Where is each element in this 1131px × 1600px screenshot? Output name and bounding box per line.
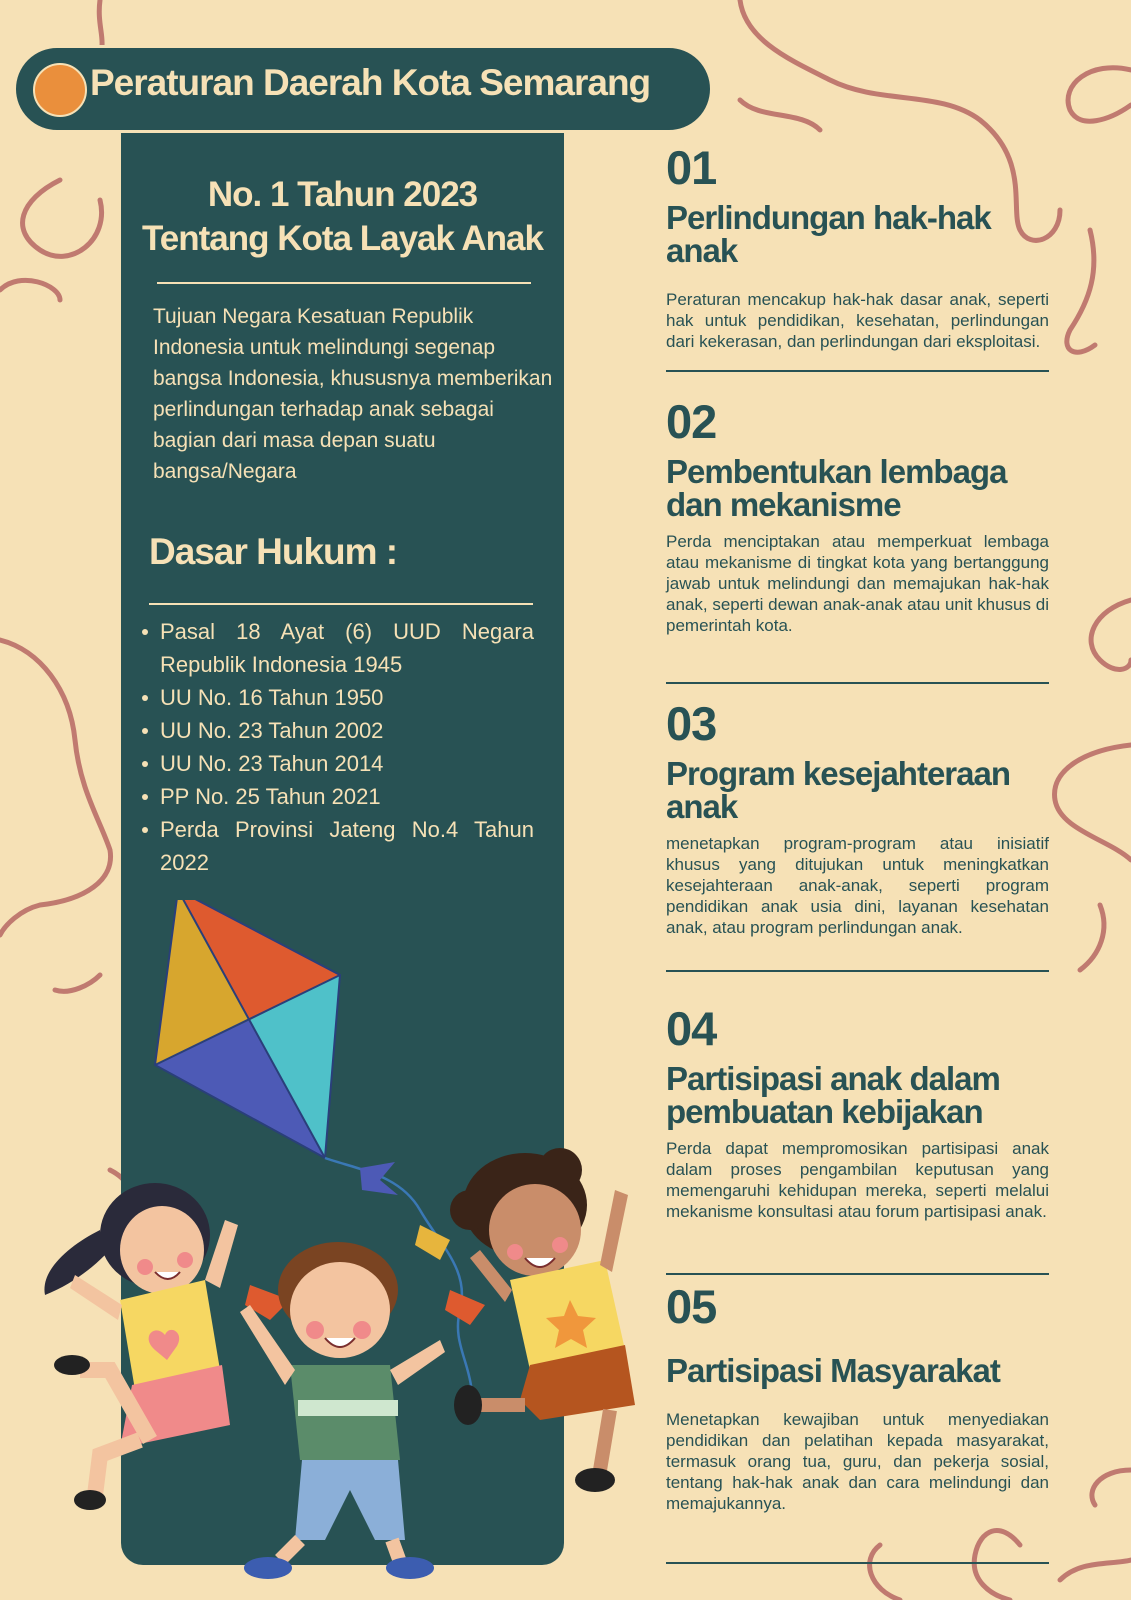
divider xyxy=(666,370,1049,372)
legal-basis-heading: Dasar Hukum : xyxy=(149,531,398,572)
item-number: 01 xyxy=(666,141,717,194)
legal-basis-list xyxy=(139,615,534,879)
item-02 xyxy=(666,397,1049,636)
intro-text: Tujuan Negara Kesatuan Republik Indonesia untuk melindungi segenap bangsa Indonesia, khususnya memberikan perlindungan terhadap anak sebagai bagian dari masa depan suatu bangsa/Negara xyxy=(153,305,553,483)
girl-figure xyxy=(44,1183,238,1510)
boy-figure xyxy=(240,1242,445,1579)
list-item: UU No. 23 Tahun 2002 xyxy=(139,714,534,747)
item-heading: Partisipasi Masyarakat xyxy=(666,1352,1000,1389)
page-title: Peraturan Daerah Kota Semarang xyxy=(90,62,651,103)
child-figure xyxy=(450,1148,635,1492)
orange-dot-icon xyxy=(33,63,87,117)
list-item: PP No. 25 Tahun 2021 xyxy=(139,780,534,813)
item-body: Menetapkan kewajiban untuk menyediakan pendidikan dan pelatihan kepada masyarakat, termasuk orang tua, guru, dan pekerja sosial, tentang hak-hak anak dan cara melindungi dan memajukannya. xyxy=(666,1410,1049,1513)
item-05 xyxy=(666,1282,1049,1514)
regulation-number: No. 1 Tahun 2023 xyxy=(207,175,478,214)
item-number: 03 xyxy=(666,697,717,750)
item-body: Peraturan mencakup hak-hak dasar anak, seperti hak untuk pendidikan, kesehatan, perlindungan dari kekerasan, dan perlindungan dari eksploitasi. xyxy=(666,290,1049,351)
divider xyxy=(666,970,1049,972)
item-number: 02 xyxy=(666,395,717,448)
item-04 xyxy=(666,1004,1049,1222)
item-heading: Perlindungan hak-hak anak xyxy=(666,199,991,269)
regulation-subject: Tentang Kota Layak Anak xyxy=(142,219,543,258)
item-number: 05 xyxy=(666,1280,717,1333)
children-kite-illustration xyxy=(0,900,640,1590)
item-heading: Partisipasi anak dalam pembuatan kebijakan xyxy=(666,1060,1000,1130)
item-heading: Pembentukan lembaga dan mekanisme xyxy=(666,453,1007,523)
divider xyxy=(666,682,1049,684)
item-01 xyxy=(666,143,1049,352)
item-heading: Program kesejahteraan anak xyxy=(666,755,1011,825)
list-item: Pasal 18 Ayat (6) UUD Negara Republik Indonesia 1945 xyxy=(139,615,534,681)
divider xyxy=(149,603,533,605)
list-item: UU No. 16 Tahun 1950 xyxy=(139,681,534,714)
title-banner xyxy=(13,45,713,133)
list-item: UU No. 23 Tahun 2014 xyxy=(139,747,534,780)
divider xyxy=(666,1562,1049,1564)
item-03 xyxy=(666,699,1049,938)
regulation-title xyxy=(121,173,564,261)
item-body: Perda dapat mempromosikan partisipasi anak dalam proses pengambilan keputusan yang memengaruhi kehidupan mereka, seperti melalui mekanisme konsultasi atau forum partisipasi anak. xyxy=(666,1139,1049,1221)
item-body: Perda menciptakan atau memperkuat lembaga atau mekanisme di tingkat kota yang bertanggung jawab untuk melindungi dan memajukan hak-hak anak, seperti dewan anak-anak atau unit khusus di pemerintah kota. xyxy=(666,532,1049,635)
item-body: menetapkan program-program atau inisiatif khusus yang ditujukan untuk meningkatkan kesejahteraan anak-anak, seperti program pendidikan anak usia dini, layanan kesehatan anak, atau program perlindungan anak. xyxy=(666,834,1049,937)
list-item: Perda Provinsi Jateng No.4 Tahun 2022 xyxy=(139,813,534,879)
divider xyxy=(666,1273,1049,1275)
divider xyxy=(157,282,531,284)
item-number: 04 xyxy=(666,1002,717,1055)
